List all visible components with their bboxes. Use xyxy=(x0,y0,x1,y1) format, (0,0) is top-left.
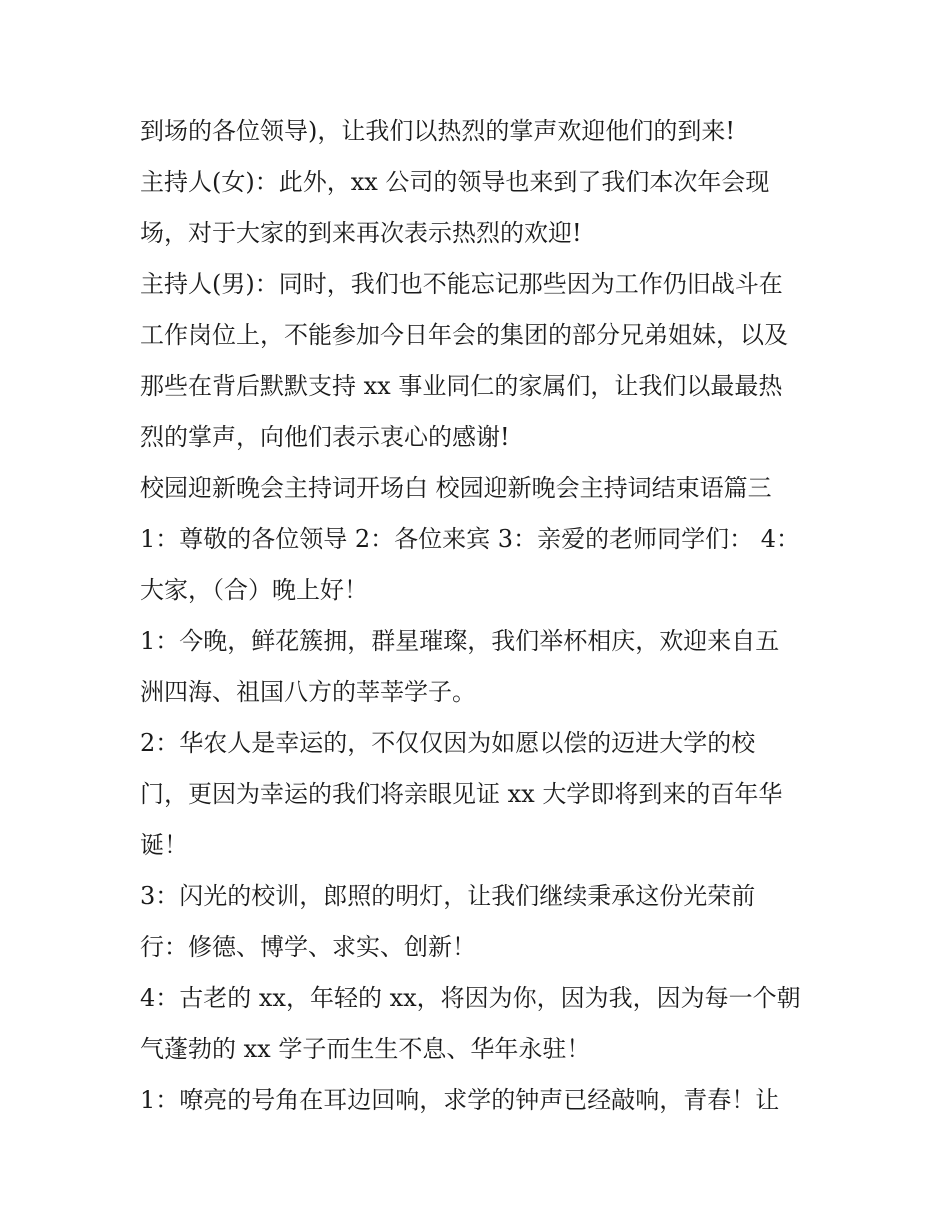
text-line-7: 烈的掌声，向他们表示衷心的感谢! xyxy=(140,423,510,451)
text-line-15: 诞！ xyxy=(140,831,188,859)
text-line-13: 2：华农人是幸运的，不仅仅因为如愿以偿的迈进大学的校 xyxy=(140,729,756,757)
text-line-1: 到场的各位领导)，让我们以热烈的掌声欢迎他们的到来! xyxy=(140,117,736,145)
text-line-11: 1：今晚，鲜花簇拥，群星璀璨，我们举杯相庆，欢迎来自五 xyxy=(140,627,780,655)
document-text-body xyxy=(140,106,820,1126)
text-line-3: 场，对于大家的到来再次表示热烈的欢迎! xyxy=(140,219,582,247)
text-line-14: 门，更因为幸运的我们将亲眼见证 xx 大学即将到来的百年华 xyxy=(140,780,783,808)
text-line-16: 3：闪光的校训，郎照的明灯，让我们继续秉承这份光荣前 xyxy=(140,882,756,910)
text-line-12: 洲四海、祖国八方的莘莘学子。 xyxy=(140,678,476,706)
text-line-19: 气蓬勃的 xx 学子而生生不息、华年永驻！ xyxy=(140,1035,591,1063)
text-line-4: 主持人(男)：同时，我们也不能忘记那些因为工作仍旧战斗在 xyxy=(140,270,783,298)
text-line-17: 行：修德、博学、求实、创新！ xyxy=(140,933,476,961)
text-line-9: 1：尊敬的各位领导 2：各位来宾 3：亲爱的老师同学们： 4： xyxy=(140,525,800,553)
text-line-18: 4：古老的 xx，年轻的 xx，将因为你，因为我，因为每一个朝 xyxy=(140,984,801,1012)
section-heading: 校园迎新晚会主持词开场白 校园迎新晚会主持词结束语篇三 xyxy=(140,474,772,502)
text-line-2: 主持人(女)：此外，xx 公司的领导也来到了我们本次年会现 xyxy=(140,168,770,196)
text-line-20: 1：嘹亮的号角在耳边回响，求学的钟声已经敲响，青春！让 xyxy=(140,1086,780,1114)
text-line-5: 工作岗位上，不能参加今日年会的集团的部分兄弟姐妹，以及 xyxy=(140,321,788,349)
text-line-6: 那些在背后默默支持 xx 事业同仁的家属们，让我们以最最热 xyxy=(140,372,783,400)
text-line-10: 大家，（合）晚上好！ xyxy=(140,576,368,604)
